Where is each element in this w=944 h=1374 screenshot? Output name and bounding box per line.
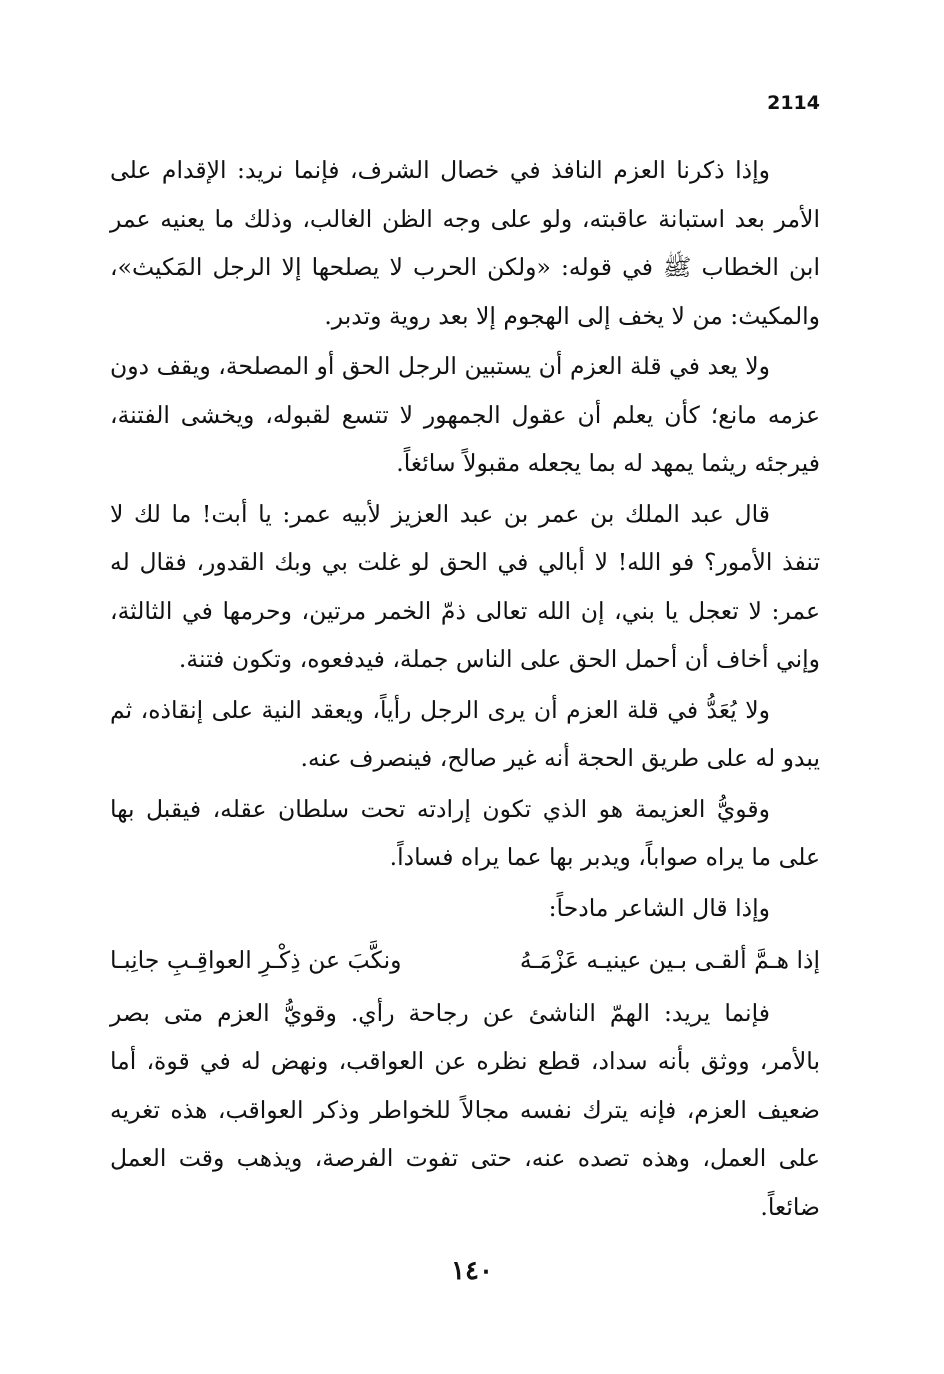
verse-intro: وإذا قال الشاعر مادحاً: — [548, 893, 770, 922]
paragraph-3: قال عبد الملك بن عمر بن عبد العزيز لأبيه عمر: يا أبت! ما لك لا تنفذ الأمور؟ فو الله! لا أبالي في الحق لو غلت بي وبك القدور، فقال له عمر: لا تعجل يا بني، إن الله تعالى ذمّ الخمر مرتين، وحرمها في الثالثة، وإني أخاف أن أحمل الحق على الناس جملة، فيدفعوه، وتكون فتنة. — [110, 499, 820, 673]
body-text — [110, 146, 820, 1233]
paragraph-6: فإنما يريد: الهمّ الناشئ عن رجاحة رأي. وقويُّ العزم متى بصر بالأمر، ووثق بأنه سداد، قطع نظره عن العواقب، ونهض له في قوة، أما ضعيف العزم، فإنه يترك نفسه مجالاً للخواطر وذكر العواقب، هذه تغريه على العمل، وهذه تصده عنه، حتى تفوت الفرصة، ويذهب وقت العمل ضائعاً. — [110, 998, 821, 1221]
paragraph-5: وقويُّ العزيمة هو الذي تكون إرادته تحت سلطان عقله، فيقبل بها على ما يراه صواباً، ويدبر بها عما يراه فساداً. — [110, 794, 820, 871]
paragraph-1: وإذا ذكرنا العزم النافذ في خصال الشرف، فإنما نريد: الإقدام على الأمر بعد استبانة عاقبته، ولو على وجه الظن الغالب، وذلك ما يعنيه عمر ابن الخطاب ﷺ في قوله: «ولكن الحرب لا يصلحها إلا الرجل المَكيث»، والمكيث: من لا يخف إلى الهجوم إلا بعد روية وتدبر. — [110, 156, 820, 330]
page-id: 2114 — [767, 92, 820, 114]
paragraph-4: ولا يُعَدُّ في قلة العزم أن يرى الرجل رأياً، ويعقد النية على إنقاذه، ثم يبدو له على طريق الحجة أنه غير صالح، فينصرف عنه. — [110, 695, 820, 772]
poetry-verse — [110, 936, 820, 985]
page-number: ١٤٠ — [451, 1256, 493, 1286]
verse-hemistich-1: إذا هـمَّ ألقـى بـين عينيـه عَزْمَـهُ — [519, 946, 820, 974]
verse-hemistich-2: ونكَّبَ عن ذِكْـرِ العواقِـبِ جانِبـا — [110, 946, 402, 974]
paragraph-2: ولا يعد في قلة العزم أن يستبين الرجل الحق أو المصلحة، ويقف دون عزمه مانع؛ كأن يعلم أن عقول الجمهور لا تتسع لقبوله، ويخشى الفتنة، فيرجئه ريثما يمهد له بما يجعله مقبولاً سائغاً. — [110, 352, 820, 477]
